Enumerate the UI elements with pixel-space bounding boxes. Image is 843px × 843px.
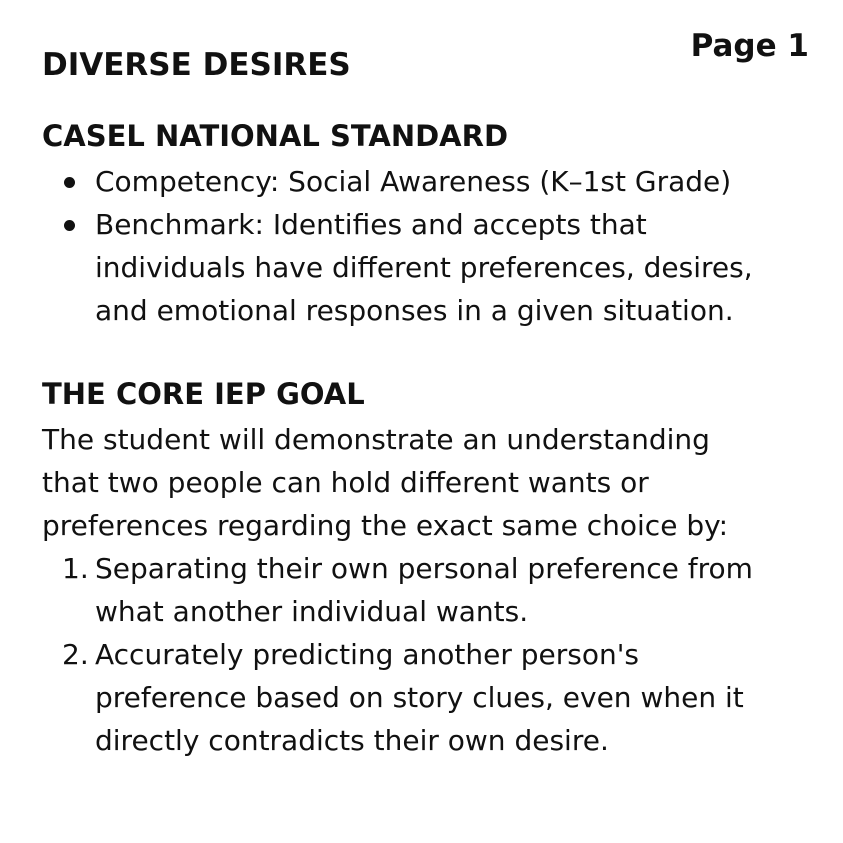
competency-text-line: Competency: Social Awareness (K–1st Grade) <box>95 165 732 199</box>
core-iep-goal-heading: THE CORE IEP GOAL <box>42 377 365 411</box>
core-iep-goal-section <box>42 378 803 762</box>
list-number: 2. <box>62 638 89 672</box>
benchmark-text-line: Benchmark: Identifies and accepts that <box>95 208 647 242</box>
iep-goal-intro-line: that two people can hold different wants or <box>42 466 649 500</box>
criterion-text-line: preference based on story clues, even when it <box>95 681 744 715</box>
iep-goal-criteria-list <box>42 547 803 762</box>
competency-list-item <box>42 160 803 203</box>
iep-goal-intro <box>42 418 803 547</box>
criterion-list-item <box>42 633 803 762</box>
bullet-icon <box>64 177 75 188</box>
criterion-text-line: Accurately predicting another person's <box>95 638 640 672</box>
casel-standard-section <box>42 120 803 332</box>
benchmark-text-line: individuals have different preferences, desires, <box>95 251 753 285</box>
iep-goal-intro-line: preferences regarding the exact same choice by: <box>42 509 729 543</box>
criterion-list-item <box>42 547 803 633</box>
casel-standard-list <box>42 160 803 332</box>
iep-goal-intro-line: The student will demonstrate an understanding <box>42 423 710 457</box>
benchmark-list-item <box>42 203 803 332</box>
criterion-text-line: directly contradicts their own desire. <box>95 724 609 758</box>
document-title: DIVERSE DESIRES <box>42 47 351 83</box>
page-number: Page 1 <box>690 28 809 64</box>
casel-standard-heading: CASEL NATIONAL STANDARD <box>42 119 509 153</box>
benchmark-text-line: and emotional responses in a given situation. <box>95 294 734 328</box>
list-number: 1. <box>62 552 89 586</box>
criterion-text-line: Separating their own personal preference from <box>95 552 753 586</box>
criterion-text-line: what another individual wants. <box>95 595 529 629</box>
bullet-icon <box>64 220 75 231</box>
